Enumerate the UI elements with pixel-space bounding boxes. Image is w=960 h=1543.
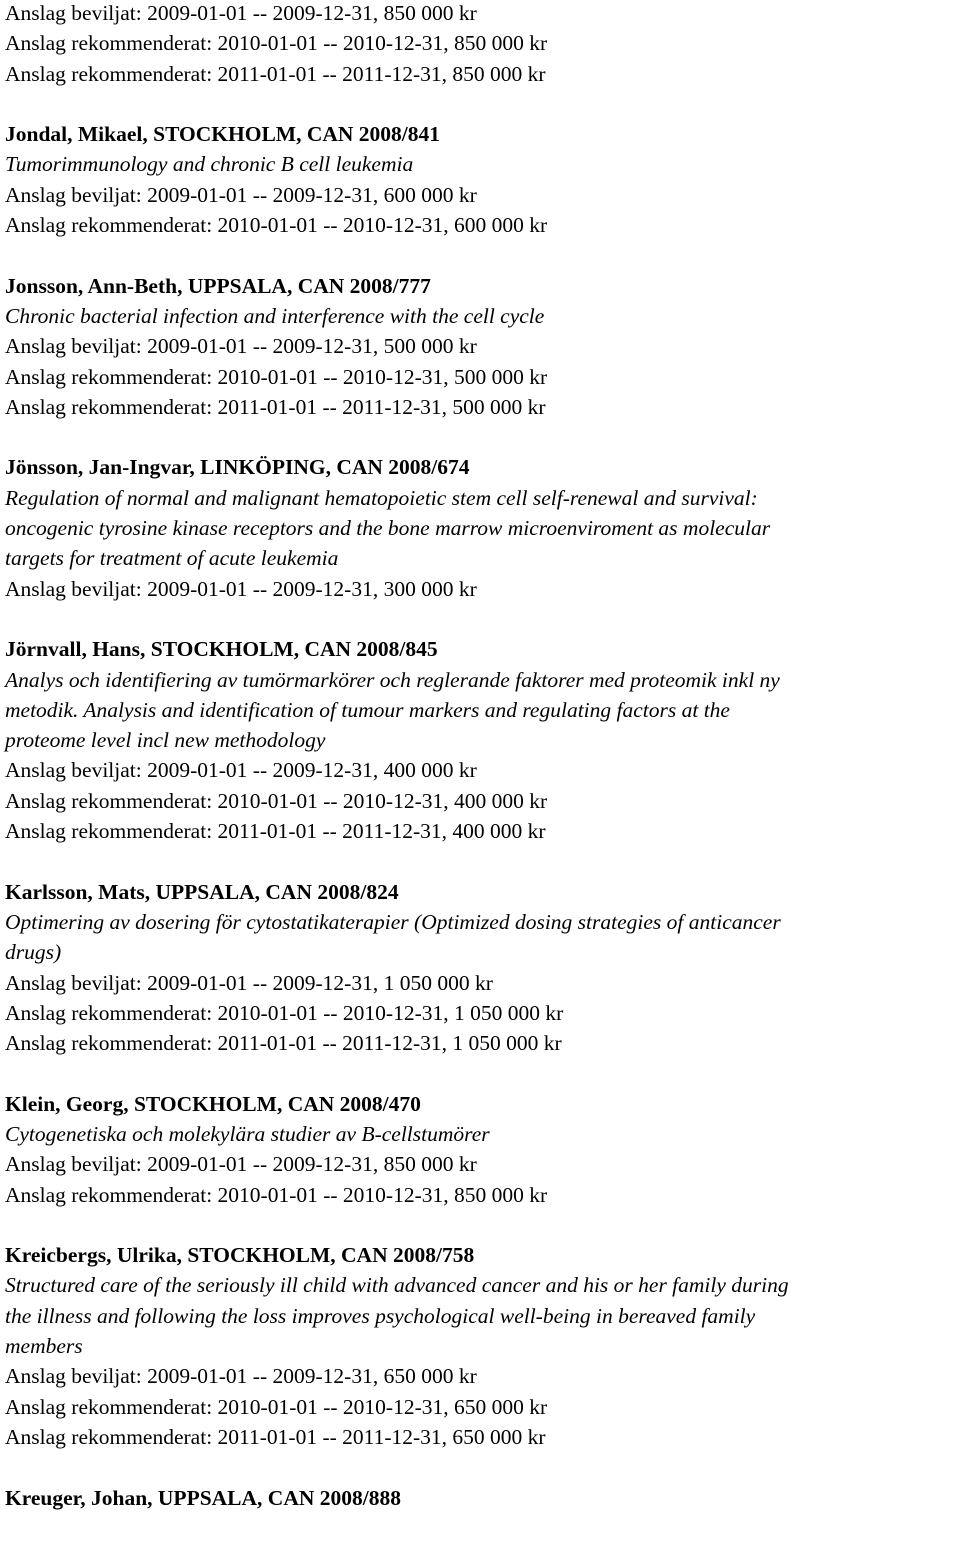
- grant-line: Anslag rekommenderat: 2011-01-01 -- 2011-12-31, 400 000 kr: [5, 819, 546, 844]
- grant-line: Anslag beviljat: 2009-01-01 -- 2009-12-31, 650 000 kr: [5, 1364, 477, 1389]
- grant-line: Anslag beviljat: 2009-01-01 -- 2009-12-31, 500 000 kr: [5, 334, 477, 359]
- entry-heading: Karlsson, Mats, UPPSALA, CAN 2008/824: [5, 879, 399, 904]
- grant-line: Anslag beviljat: 2009-01-01 -- 2009-12-31, 300 000 kr: [5, 576, 477, 601]
- grant-line: Anslag beviljat: 2009-01-01 -- 2009-12-31, 1 050 000 kr: [5, 970, 493, 995]
- grant-line: Anslag rekommenderat: 2011-01-01 -- 2011-12-31, 500 000 kr: [5, 394, 546, 419]
- project-title: Optimering av dosering för cytostatikaterapier (Optimized dosing strategies of anticancer: [5, 909, 781, 934]
- project-title: Tumorimmunology and chronic B cell leukemia: [5, 152, 414, 177]
- grant-line: Anslag beviljat: 2009-01-01 -- 2009-12-31, 600 000 kr: [5, 182, 477, 207]
- entry-heading: Jondal, Mikael, STOCKHOLM, CAN 2008/841: [5, 122, 441, 147]
- grant-line: Anslag rekommenderat: 2011-01-01 -- 2011-12-31, 650 000 kr: [5, 1424, 546, 1449]
- grant-line: Anslag rekommenderat: 2010-01-01 -- 2010-12-31, 500 000 kr: [5, 364, 548, 389]
- project-title: drugs): [5, 940, 62, 965]
- grant-line: Anslag rekommenderat: 2010-01-01 -- 2010-12-31, 1 050 000 kr: [5, 1000, 564, 1025]
- grant-entry: [5, 271, 960, 422]
- grant-line: Anslag beviljat: 2009-01-01 -- 2009-12-31, 400 000 kr: [5, 758, 477, 783]
- grant-entry: [5, 1483, 960, 1513]
- grant-line: Anslag beviljat: 2009-01-01 -- 2009-12-31, 850 000 kr: [5, 1152, 477, 1177]
- grant-entry: [5, 119, 960, 240]
- carryover-grants: [5, 0, 960, 89]
- grant-entry: [5, 1240, 960, 1452]
- grant-line: Anslag rekommenderat: 2010-01-01 -- 2010-12-31, 600 000 kr: [5, 213, 548, 238]
- entry-heading: Jonsson, Ann-Beth, UPPSALA, CAN 2008/777: [5, 273, 431, 298]
- entry-heading: Klein, Georg, STOCKHOLM, CAN 2008/470: [5, 1091, 421, 1116]
- project-title: targets for treatment of acute leukemia: [5, 546, 339, 571]
- grant-line: Anslag beviljat: 2009-01-01 -- 2009-12-31, 850 000 kr: [5, 1, 477, 25]
- project-title: oncogenic tyrosine kinase receptors and the bone marrow microenviroment as molecular: [5, 516, 771, 541]
- entry-heading: Jönsson, Jan-Ingvar, LINKÖPING, CAN 2008/674: [5, 455, 470, 480]
- project-title: Chronic bacterial infection and interference with the cell cycle: [5, 303, 545, 328]
- project-title: metodik. Analysis and identification of tumour markers and regulating factors at the: [5, 697, 730, 722]
- grant-line: Anslag rekommenderat: 2010-01-01 -- 2010-12-31, 400 000 kr: [5, 788, 548, 813]
- grant-line: Anslag rekommenderat: 2010-01-01 -- 2010-12-31, 650 000 kr: [5, 1394, 548, 1419]
- grant-entry: [5, 1089, 960, 1210]
- grant-line: Anslag rekommenderat: 2010-01-01 -- 2010-12-31, 850 000 kr: [5, 31, 548, 56]
- grant-entry: [5, 634, 960, 846]
- entry-heading: Kreicbergs, Ulrika, STOCKHOLM, CAN 2008/758: [5, 1243, 475, 1268]
- grant-line: Anslag rekommenderat: 2010-01-01 -- 2010-12-31, 850 000 kr: [5, 1182, 548, 1207]
- project-title: proteome level incl new methodology: [5, 728, 326, 753]
- project-title: Cytogenetiska och molekylära studier av B-cellstumörer: [5, 1121, 490, 1146]
- project-title: Regulation of normal and malignant hematopoietic stem cell self-renewal and survival:: [5, 485, 758, 510]
- document-page: [5, 0, 960, 1543]
- project-title: Analys och identifiering av tumörmarkörer och reglerande faktorer med proteomik inkl ny: [5, 667, 780, 692]
- grant-line: Anslag rekommenderat: 2011-01-01 -- 2011-12-31, 850 000 kr: [5, 61, 546, 86]
- project-title: Structured care of the seriously ill child with advanced cancer and his or her family during: [5, 1273, 789, 1298]
- entry-heading: Kreuger, Johan, UPPSALA, CAN 2008/888: [5, 1485, 401, 1510]
- grant-entry: [5, 452, 960, 603]
- project-title: the illness and following the loss improves psychological well-being in bereaved family: [5, 1303, 756, 1328]
- entry-heading: Jörnvall, Hans, STOCKHOLM, CAN 2008/845: [5, 637, 438, 662]
- grant-line: Anslag rekommenderat: 2011-01-01 -- 2011-12-31, 1 050 000 kr: [5, 1031, 562, 1056]
- grant-entry: [5, 877, 960, 1059]
- project-title: members: [5, 1334, 83, 1359]
